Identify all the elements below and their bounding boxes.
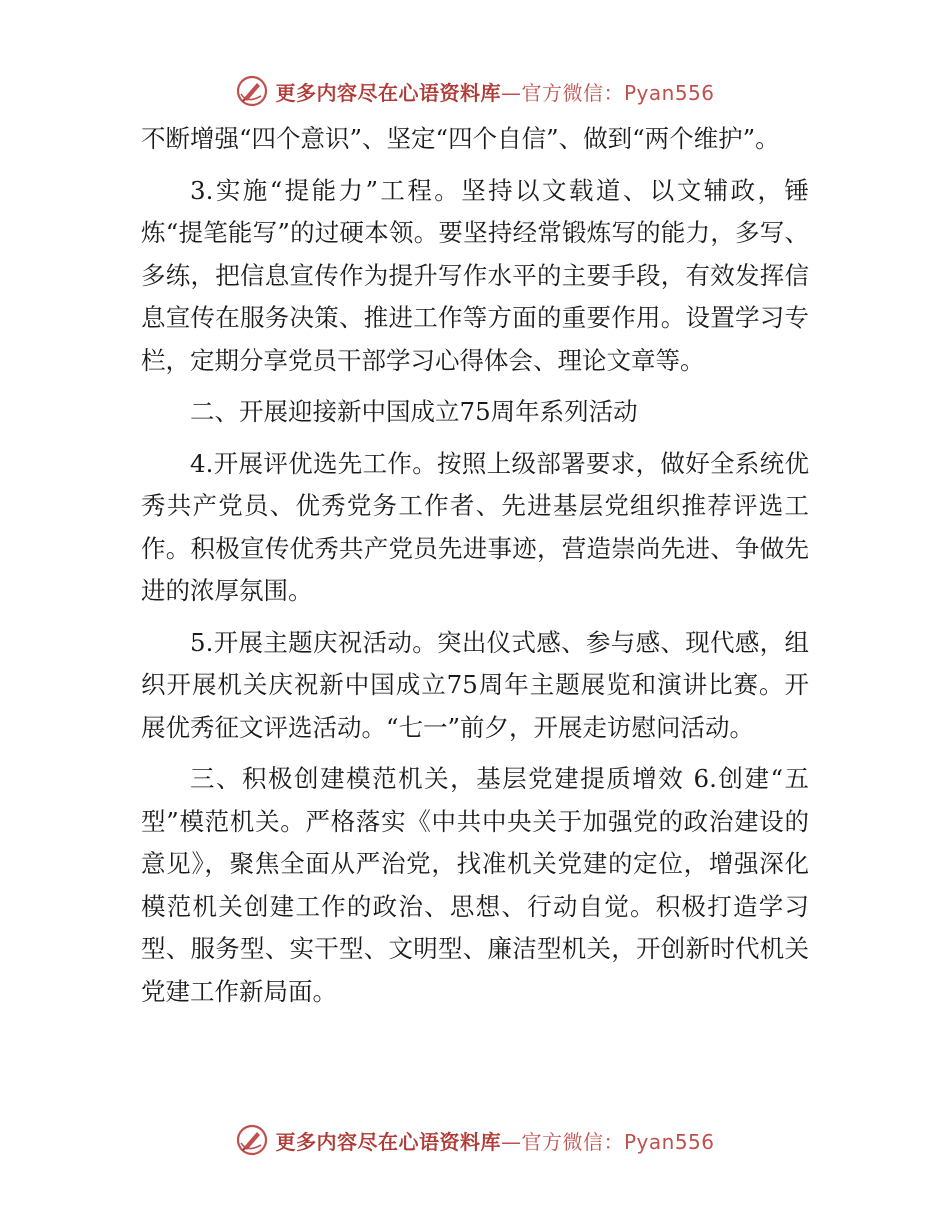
paragraph-section-3-item-6: 三、积极创建模范机关，基层党建提质增效 6.创建“五型”模范机关。严格落实《中共中央关于加强党的政治建设的意见》，聚焦全面从严治党，找准机关党建的定位，增强深化模范机关创建工作的政治、思想、行动自觉。积极打造学习型、服务型、实干型、文明型、廉洁型机关，开创新时代机关党建工作新局面。	[141, 764, 809, 1006]
paragraph-item-3: 3.实施“提能力”工程。坚持以文载道、以文辅政，锤炼“提笔能写”的过硬本领。要坚持经常锻炼写的能力，多写、多练，把信息宣传作为提升写作水平的主要手段，有效发挥信息宣传在服务决策、推进工作等方面的重要作用。设置学习专栏，定期分享党员干部学习心得体会、理论文章等。	[141, 175, 809, 375]
header-banner	[0, 71, 950, 111]
banner-dash: —	[500, 1129, 522, 1154]
section-heading-2: 二、开展迎接新中国成立75周年系列活动	[190, 397, 638, 426]
banner-text	[275, 1126, 714, 1155]
paragraph-item-4: 4.开展评优选先工作。按照上级部署要求，做好全系统优秀共产党员、优秀党务工作者、先进基层党组织推荐评选工作。积极宣传优秀共产党员先进事迹，营造崇尚先进、争做先进的浓厚氛围。	[141, 448, 809, 605]
footer-banner	[0, 1120, 950, 1160]
banner-wechat-id: Pyan556	[623, 80, 715, 105]
banner-wechat-label: 官方微信：	[521, 80, 624, 105]
banner-dash: —	[500, 80, 522, 105]
banner-text	[275, 77, 714, 106]
paragraph-continuation: 不断增强“四个意识”、坚定“四个自信”、做到“两个维护”。	[141, 124, 780, 153]
pen-logo-icon	[235, 1123, 269, 1157]
paragraph-item-5: 5.开展主题庆祝活动。突出仪式感、参与感、现代感，组织开展机关庆祝新中国成立75周年主题展览和演讲比赛。开展优秀征文评选活动。“七一”前夕，开展走访慰问活动。	[141, 627, 809, 742]
document-body	[141, 118, 809, 1022]
pen-logo-icon	[235, 74, 269, 108]
banner-wechat-label: 官方微信：	[521, 1129, 624, 1154]
banner-main-text: 更多内容尽在心语资料库	[275, 1129, 501, 1154]
banner-main-text: 更多内容尽在心语资料库	[275, 80, 501, 105]
banner-wechat-id: Pyan556	[623, 1129, 715, 1154]
